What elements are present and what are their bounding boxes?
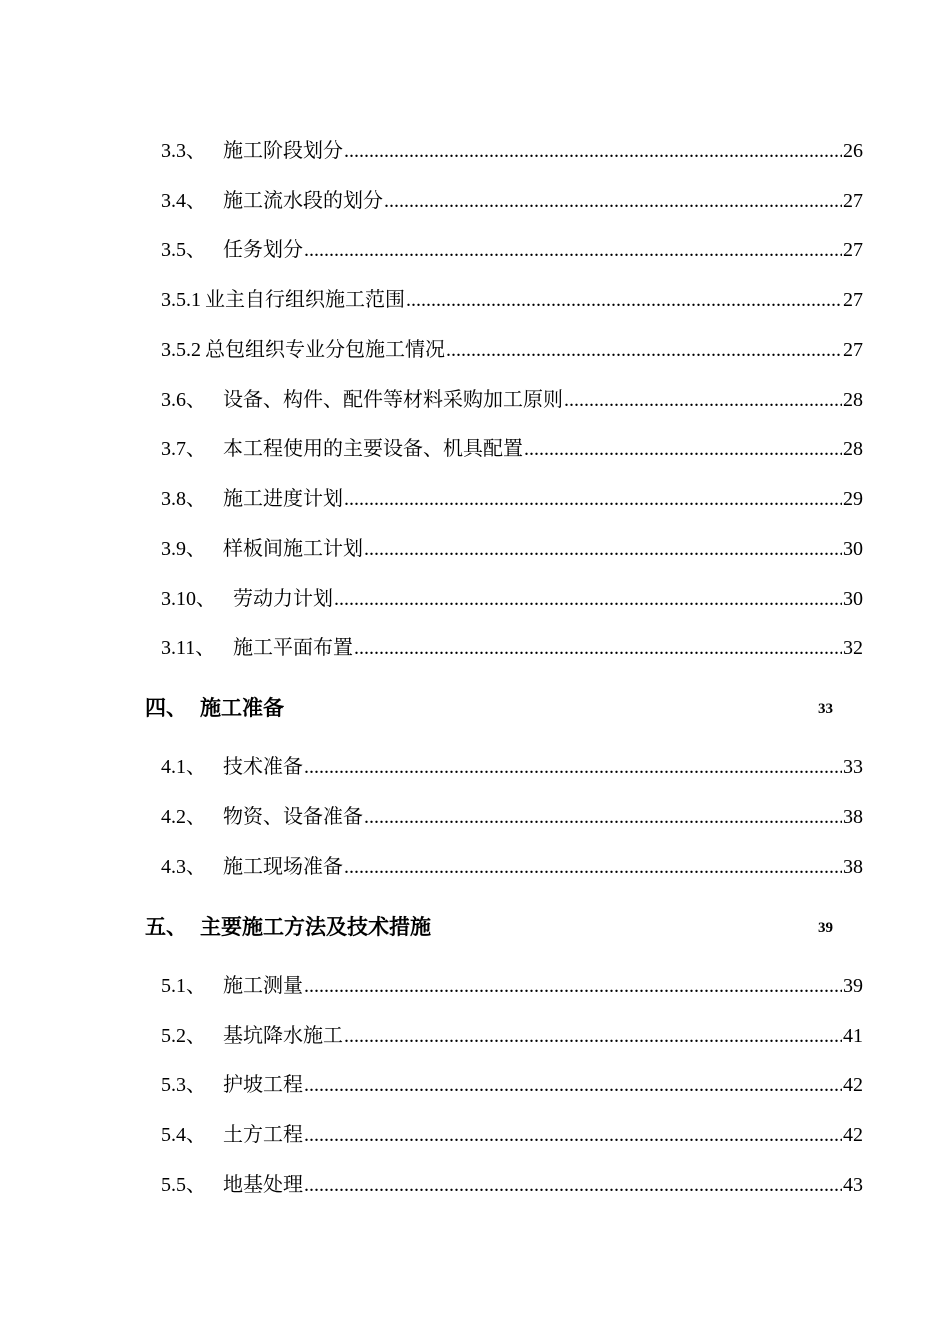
toc-entry-number: 3.4、 [161,190,206,212]
toc-entry-page: 27 [843,339,863,361]
toc-entry-title: 施工阶段划分 [223,140,343,162]
chapter-number: 五、 [145,915,187,939]
toc-leader-dots [344,852,842,882]
toc-entry-4-2[interactable] [161,802,863,832]
toc-entry-3-8[interactable] [161,484,863,514]
toc-entry-3-5[interactable] [161,235,863,265]
toc-leader-dots [364,534,842,564]
toc-entry-number: 5.4、 [161,1124,206,1146]
toc-entry-number: 3.11、 [161,637,216,659]
toc-entry-title: 施工现场准备 [223,856,343,878]
toc-entry-page: 27 [843,289,863,311]
toc-entry-number: 3.6、 [161,389,206,411]
toc-entry-5-4[interactable] [161,1120,863,1150]
toc-entry-5-5[interactable] [161,1170,863,1200]
toc-entry-title: 基坑降水施工 [223,1025,343,1047]
toc-entry-3-11[interactable] [161,633,863,663]
toc-leader-dots [406,285,842,315]
toc-entry-3-5-1[interactable] [161,285,863,315]
chapter-title: 主要施工方法及技术措施 [200,915,431,939]
toc-entry-page: 38 [843,856,863,878]
toc-entry-number: 3.5、 [161,239,206,261]
toc-leader-dots [304,971,842,1001]
toc-entry-page: 27 [843,239,863,261]
toc-entry-number: 3.7、 [161,438,206,460]
toc-leader-dots [564,385,842,415]
toc-entry-page: 28 [843,438,863,460]
toc-entry-3-10[interactable] [161,584,863,614]
toc-entry-title: 施工流水段的划分 [223,190,383,212]
toc-entry-page: 30 [843,538,863,560]
toc-entry-3-9[interactable] [161,534,863,564]
toc-entry-title: 施工平面布置 [233,637,353,659]
toc-entry-title: 样板间施工计划 [223,538,363,560]
toc-entry-3-7[interactable] [161,434,863,464]
toc-entry-page: 42 [843,1074,863,1096]
toc-entry-title: 物资、设备准备 [223,806,363,828]
toc-entry-number: 5.1、 [161,975,206,997]
toc-entry-title: 土方工程 [223,1124,303,1146]
toc-leader-dots [344,136,842,166]
toc-entry-page: 33 [843,756,863,778]
toc-entry-3-5-2[interactable] [161,335,863,365]
toc-chapter-5[interactable] [145,910,845,944]
toc-entry-page: 39 [843,975,863,997]
toc-entry-number: 3.5.2 [161,339,201,361]
toc-entry-5-2[interactable] [161,1021,863,1051]
toc-entry-number: 4.3、 [161,856,206,878]
toc-entry-3-4[interactable] [161,186,863,216]
chapter-page: 33 [818,701,833,717]
toc-entry-number: 3.5.1 [161,289,201,311]
toc-entry-number: 4.2、 [161,806,206,828]
toc-entry-page: 43 [843,1174,863,1196]
toc-entry-number: 5.3、 [161,1074,206,1096]
toc-leader-dots [304,752,842,782]
toc-entry-title: 本工程使用的主要设备、机具配置 [223,438,523,460]
toc-entry-title: 任务划分 [223,239,303,261]
toc-leader-dots [354,633,842,663]
toc-leader-dots [446,335,842,365]
chapter-page: 39 [818,920,833,936]
toc-entry-title: 业主自行组织施工范围 [205,289,405,311]
toc-entry-page: 41 [843,1025,863,1047]
chapter-title: 施工准备 [200,696,284,720]
toc-entry-page: 26 [843,140,863,162]
toc-entry-title: 设备、构件、配件等材料采购加工原则 [223,389,563,411]
toc-entry-page: 38 [843,806,863,828]
toc-entry-title: 总包组织专业分包施工情况 [205,339,445,361]
toc-entry-title: 技术准备 [223,756,303,778]
toc-entry-page: 28 [843,389,863,411]
toc-entry-5-1[interactable] [161,971,863,1001]
toc-entry-page: 30 [843,588,863,610]
toc-entry-number: 5.2、 [161,1025,206,1047]
toc-entry-number: 3.8、 [161,488,206,510]
toc-entry-number: 3.3、 [161,140,206,162]
toc-entry-5-3[interactable] [161,1070,863,1100]
toc-entry-title: 护坡工程 [223,1074,303,1096]
toc-leader-dots [384,186,842,216]
toc-leader-dots [344,484,842,514]
toc-entry-page: 29 [843,488,863,510]
chapter-number: 四、 [145,696,187,720]
toc-entry-3-6[interactable] [161,385,863,415]
toc-leader-dots [304,1070,842,1100]
toc-entry-title: 劳动力计划 [233,588,333,610]
toc-entry-number: 5.5、 [161,1174,206,1196]
toc-entry-page: 32 [843,637,863,659]
toc-entry-number: 4.1、 [161,756,206,778]
toc-entry-4-1[interactable] [161,752,863,782]
toc-leader-dots [344,1021,842,1051]
toc-leader-dots [364,802,842,832]
toc-leader-dots [524,434,842,464]
toc-entry-number: 3.10、 [161,588,216,610]
toc-entry-page: 42 [843,1124,863,1146]
toc-leader-dots [304,1120,842,1150]
toc-leader-dots [304,1170,842,1200]
toc-entry-number: 3.9、 [161,538,206,560]
toc-entry-3-3[interactable] [161,136,863,166]
toc-entry-title: 施工测量 [223,975,303,997]
toc-chapter-4[interactable] [145,691,845,725]
toc-entry-4-3[interactable] [161,852,863,882]
toc-leader-dots [334,584,842,614]
toc-entry-title: 地基处理 [223,1174,303,1196]
toc-entry-title: 施工进度计划 [223,488,343,510]
toc-leader-dots [304,235,842,265]
toc-entry-page: 27 [843,190,863,212]
